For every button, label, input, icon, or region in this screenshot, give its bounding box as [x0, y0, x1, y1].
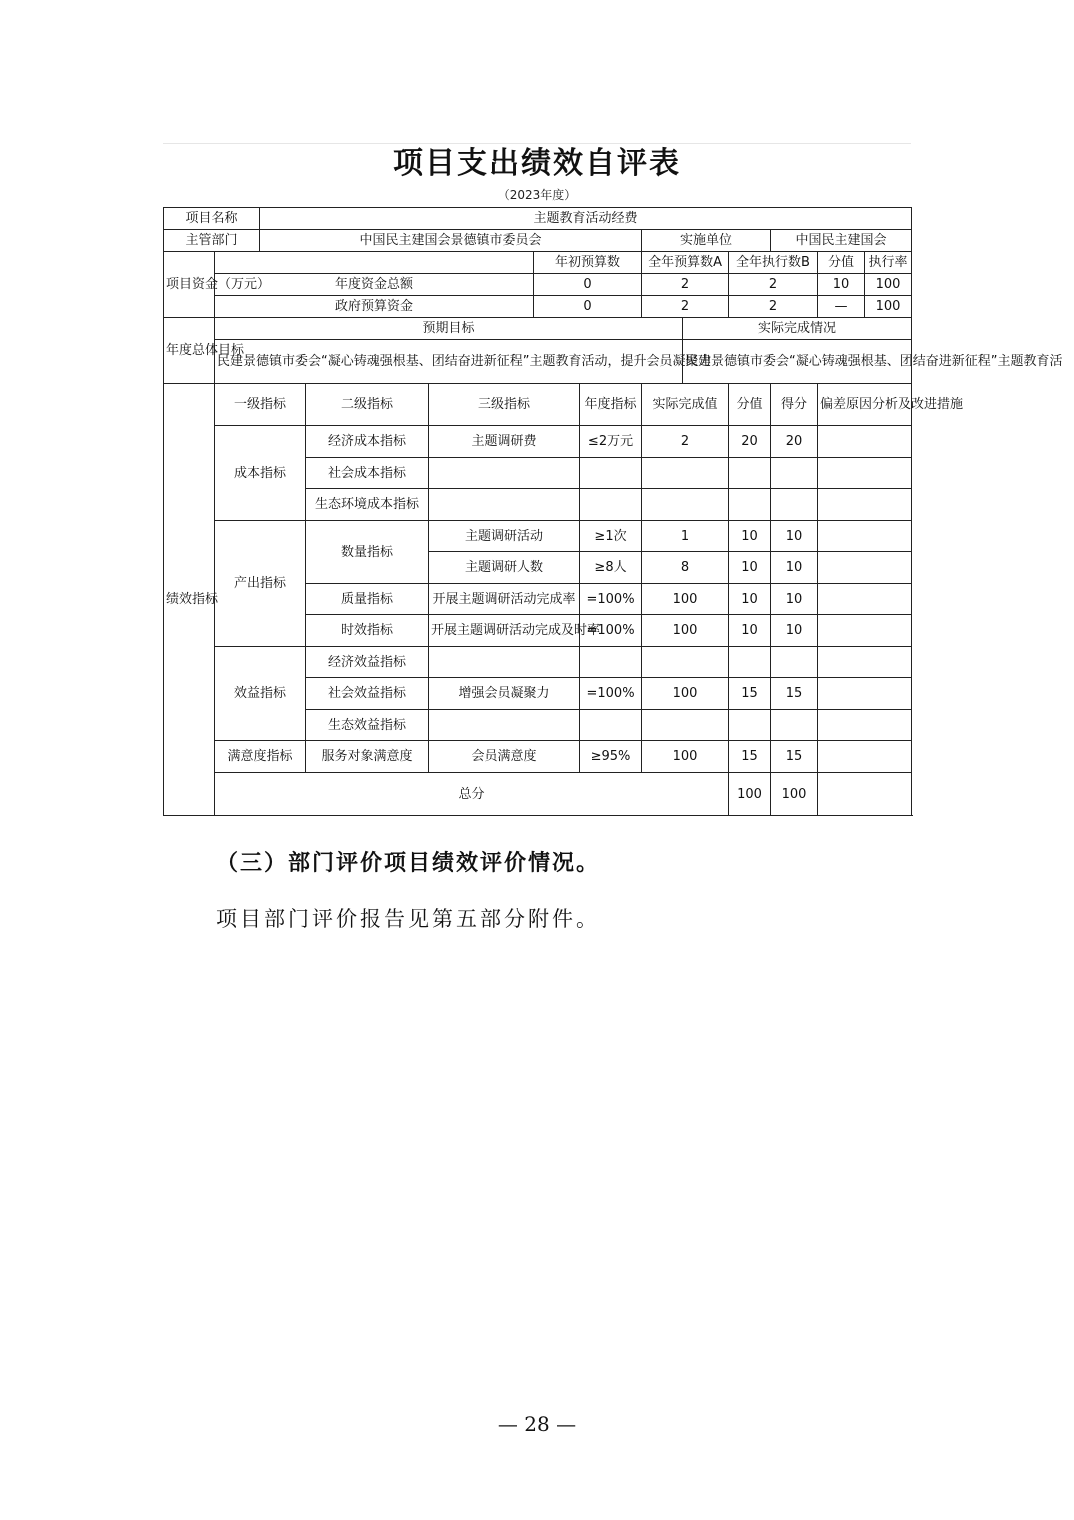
value-cell: 15 — [729, 678, 771, 710]
funds-initial: 0 — [534, 296, 642, 318]
note-cell — [818, 489, 912, 521]
target-cell — [580, 647, 642, 678]
perf-header: 一级指标 — [215, 384, 306, 426]
perf-row — [164, 741, 912, 773]
score-cell: 10 — [771, 521, 818, 552]
project-name-label: 项目名称 — [164, 208, 260, 230]
target-cell: =100% — [580, 615, 642, 647]
dept-value: 中国民主建国会景德镇市委员会 — [260, 230, 642, 252]
section-heading: （三）部门评价项目绩效评价情况。 — [216, 850, 601, 876]
perf-row — [164, 647, 912, 678]
perf-header: 偏差原因分析及改进措施 — [818, 384, 912, 426]
actual-cell — [642, 489, 729, 521]
evaluation-table — [163, 207, 1063, 816]
score-cell: 10 — [771, 615, 818, 647]
total-row — [164, 773, 912, 816]
actual-cell — [642, 710, 729, 741]
funds-executed: 2 — [729, 296, 818, 318]
level2-cell: 社会效益指标 — [306, 678, 429, 710]
level2-cell: 服务对象满意度 — [306, 741, 429, 773]
level1-cell: 产出指标 — [215, 521, 306, 647]
perf-header-row — [164, 384, 912, 426]
target-cell — [580, 458, 642, 489]
funds-executed: 2 — [729, 274, 818, 296]
value-cell: 15 — [729, 741, 771, 773]
actual-text: 民建景德镇市委会“凝心铸魂强根基、团结奋进新征程”主题教育活 — [683, 340, 912, 384]
funds-budget: 2 — [642, 274, 729, 296]
level2-cell: 经济效益指标 — [306, 647, 429, 678]
funds-header: 分值 — [818, 252, 865, 274]
perf-header: 二级指标 — [306, 384, 429, 426]
target-cell: ≤2万元 — [580, 426, 642, 458]
target-cell: ≥8人 — [580, 552, 642, 584]
total-label: 总分 — [215, 773, 729, 816]
level1-cell: 效益指标 — [215, 647, 306, 741]
goal-header-row — [164, 318, 912, 340]
funds-header: 年初预算数 — [534, 252, 642, 274]
level3-cell — [429, 458, 580, 489]
funds-blank-header — [215, 252, 534, 274]
note-cell — [818, 741, 912, 773]
level2-cell: 数量指标 — [306, 521, 429, 584]
level3-cell: 主题调研活动 — [429, 521, 580, 552]
note-cell — [818, 458, 912, 489]
actual-cell: 100 — [642, 584, 729, 615]
perf-header: 年度指标 — [580, 384, 642, 426]
funds-row — [164, 274, 912, 296]
section-text: 项目部门评价报告见第五部分附件。 — [216, 907, 600, 931]
score-cell — [771, 710, 818, 741]
project-name-value: 主题教育活动经费 — [260, 208, 912, 230]
score-cell: 15 — [771, 741, 818, 773]
perf-header: 得分 — [771, 384, 818, 426]
note-cell — [818, 615, 912, 647]
actual-cell — [642, 458, 729, 489]
target-cell: =100% — [580, 584, 642, 615]
level2-cell: 生态效益指标 — [306, 710, 429, 741]
actual-cell: 100 — [642, 678, 729, 710]
funds-budget: 2 — [642, 296, 729, 318]
funds-header: 全年执行数B — [729, 252, 818, 274]
project-name-row — [164, 208, 912, 230]
goal-label: 年度总体目标 — [164, 318, 215, 384]
value-cell — [729, 710, 771, 741]
total-note — [818, 773, 912, 816]
perf-header: 实际完成值 — [642, 384, 729, 426]
funds-score-value: 10 — [818, 274, 865, 296]
perf-row — [164, 426, 912, 458]
perf-header: 三级指标 — [429, 384, 580, 426]
value-cell: 20 — [729, 426, 771, 458]
score-cell: 10 — [771, 552, 818, 584]
level3-cell: 开展主题调研活动完成率 — [429, 584, 580, 615]
level2-cell: 社会成本指标 — [306, 458, 429, 489]
actual-cell: 8 — [642, 552, 729, 584]
actual-cell: 100 — [642, 741, 729, 773]
score-cell: 15 — [771, 678, 818, 710]
note-cell — [818, 426, 912, 458]
level3-cell — [429, 647, 580, 678]
level2-cell: 经济成本指标 — [306, 426, 429, 458]
target-cell: ≥1次 — [580, 521, 642, 552]
level3-cell — [429, 710, 580, 741]
target-cell: ≥95% — [580, 741, 642, 773]
level3-cell: 主题调研费 — [429, 426, 580, 458]
goal-text-row — [164, 340, 912, 384]
score-cell — [771, 489, 818, 521]
note-cell — [818, 552, 912, 584]
note-cell — [818, 710, 912, 741]
score-cell: 10 — [771, 584, 818, 615]
level3-cell: 主题调研人数 — [429, 552, 580, 584]
table-year: （2023年度） — [497, 188, 577, 202]
level2-cell: 时效指标 — [306, 615, 429, 647]
funds-initial: 0 — [534, 274, 642, 296]
level2-cell: 生态环境成本指标 — [306, 489, 429, 521]
funds-row — [164, 296, 912, 318]
dept-label: 主管部门 — [164, 230, 260, 252]
impl-label: 实施单位 — [642, 230, 771, 252]
perf-header: 分值 — [729, 384, 771, 426]
funds-score-value: — — [818, 296, 865, 318]
value-cell: 10 — [729, 521, 771, 552]
funds-row-label: 年度资金总额 — [215, 274, 534, 296]
level3-cell — [429, 489, 580, 521]
note-cell — [818, 678, 912, 710]
actual-cell — [642, 647, 729, 678]
perf-row — [164, 521, 912, 552]
target-cell — [580, 489, 642, 521]
expected-text: 民建景德镇市委会“凝心铸魂强根基、团结奋进新征程”主题教育活动，提升会员凝聚力 — [215, 340, 683, 384]
performance-table-sheet — [163, 143, 1063, 816]
total-value: 100 — [729, 773, 771, 816]
target-cell — [580, 710, 642, 741]
level1-cell: 满意度指标 — [215, 741, 306, 773]
funds-header: 全年预算数A — [642, 252, 729, 274]
impl-value: 中国民主建国会 — [771, 230, 912, 252]
note-cell — [818, 584, 912, 615]
target-cell: =100% — [580, 678, 642, 710]
actual-cell: 100 — [642, 615, 729, 647]
level3-cell: 增强会员凝聚力 — [429, 678, 580, 710]
funds-row-label: 政府预算资金 — [215, 296, 534, 318]
perf-label: 绩效指标 — [164, 384, 215, 816]
level1-cell: 成本指标 — [215, 426, 306, 521]
note-cell — [818, 647, 912, 678]
table-title: 项目支出绩效自评表 — [163, 143, 911, 184]
level3-cell: 会员满意度 — [429, 741, 580, 773]
funds-header: 执行率 — [865, 252, 912, 274]
value-cell: 10 — [729, 552, 771, 584]
funds-label: 项目资金（万元） — [164, 252, 215, 318]
actual-cell: 2 — [642, 426, 729, 458]
level3-cell: 开展主题调研活动完成及时率 — [429, 615, 580, 647]
department-row — [164, 230, 912, 252]
score-cell — [771, 458, 818, 489]
funds-rate: 100 — [865, 296, 912, 318]
value-cell: 10 — [729, 615, 771, 647]
level2-cell: 质量指标 — [306, 584, 429, 615]
funds-header-row — [164, 252, 912, 274]
value-cell: 10 — [729, 584, 771, 615]
expected-label: 预期目标 — [215, 318, 683, 340]
total-score: 100 — [771, 773, 818, 816]
score-cell: 20 — [771, 426, 818, 458]
score-cell — [771, 647, 818, 678]
page-number: — 28 — — [497, 1412, 577, 1436]
actual-label: 实际完成情况 — [683, 318, 912, 340]
funds-rate: 100 — [865, 274, 912, 296]
value-cell — [729, 489, 771, 521]
value-cell — [729, 458, 771, 489]
value-cell — [729, 647, 771, 678]
note-cell — [818, 521, 912, 552]
actual-cell: 1 — [642, 521, 729, 552]
